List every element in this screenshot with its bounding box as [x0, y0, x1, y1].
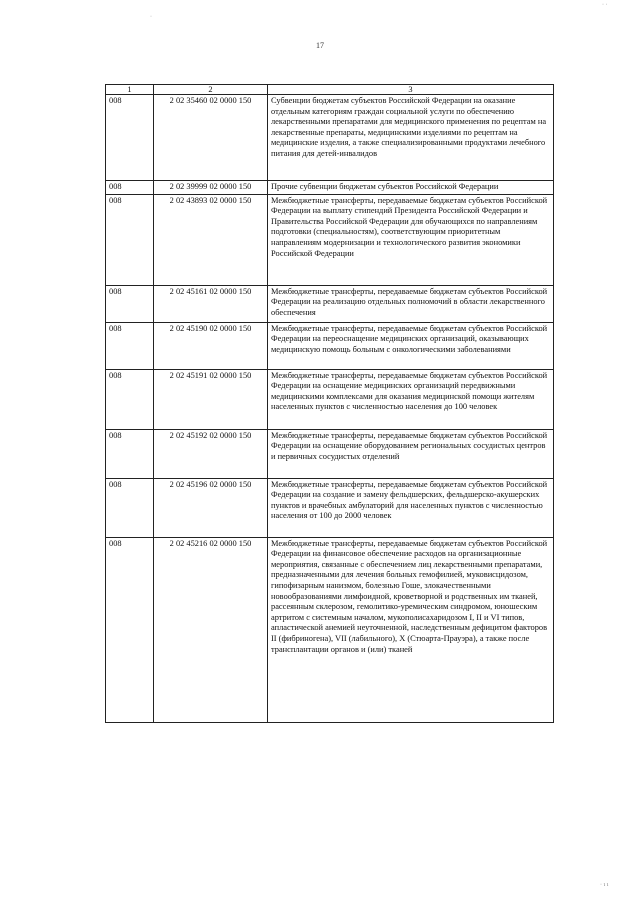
- table-row: [106, 369, 554, 429]
- revenue-name-cell: Межбюджетные трансферты, передаваемые бюджетам субъектов Российской Федерации на переоснащение медицинских организаций, оказывающих медицинскую помощь больным с онкологическими заболеваниями: [268, 322, 554, 369]
- table-row: [106, 181, 554, 195]
- kbk-code-cell: 2 02 45161 02 0000 150: [154, 285, 268, 322]
- column-header-kbk-code: 2: [154, 85, 268, 95]
- revenue-name-cell: Межбюджетные трансферты, передаваемые бюджетам субъектов Российской Федерации на создание и замену фельдшерских, фельдшерско-акушерских пунктов и врачебных амбулаторий для населенных пунктов с численностью населения от 100 до 2000 человек: [268, 478, 554, 537]
- admin-code-cell: 008: [106, 285, 154, 322]
- admin-code-cell: 008: [106, 194, 154, 285]
- admin-code-cell: 008: [106, 429, 154, 478]
- table-row: [106, 429, 554, 478]
- revenue-name-cell: Межбюджетные трансферты, передаваемые бюджетам субъектов Российской Федерации на финансовое обеспечение расходов на организационные мероприятия, связанные с обеспечением лиц лекарственными препаратами, предназначенными для лечения больных гемофилией, муковисцидозом, гипофизарным нанизмом, болезнью Гоше, злокачественными новообразованиями лимфоидной, кроветворной и родственных им тканей, рассеянным склерозом, гемолитико-уремическим синдромом, юношеским артритом с системным началом, мукополисахаридозом I, II и VI типов, апластической анемией неуточненной, наследственным дефицитом факторов II (фибриногена), VII (лабильного), X (Стюарта-Прауэра), а также после трансплантации органов и (или) тканей: [268, 537, 554, 722]
- revenue-name-cell: Межбюджетные трансферты, передаваемые бюджетам субъектов Российской Федерации на оснащение медицинских организаций передвижными медицинскими комплексами для оказания медицинской помощи жителям населенных пунктов с численностью населения до 100 человек: [268, 369, 554, 429]
- kbk-code-cell: 2 02 45191 02 0000 150: [154, 369, 268, 429]
- kbk-code-cell: 2 02 45216 02 0000 150: [154, 537, 268, 722]
- admin-code-cell: 008: [106, 95, 154, 181]
- budget-revenue-table: [105, 84, 554, 723]
- revenue-name-cell: Субвенции бюджетам субъектов Российской Федерации на оказание отдельным категориям граждан социальной услуги по обеспечению лекарственными препаратами для медицинского применения по рецептам на лекарственные препараты, медицинскими изделиями по рецептам на медицинские изделия, а также специализированными продуктами лечебного питания для детей-инвалидов: [268, 95, 554, 181]
- column-header-revenue-name: 3: [268, 85, 554, 95]
- table-row: [106, 478, 554, 537]
- table-row: [106, 95, 554, 181]
- kbk-code-cell: 2 02 45190 02 0000 150: [154, 322, 268, 369]
- table-row: [106, 537, 554, 722]
- page-number: 17: [316, 41, 324, 50]
- table-row: [106, 285, 554, 322]
- revenue-name-cell: Межбюджетные трансферты, передаваемые бюджетам субъектов Российской Федерации на выплату стипендий Президента Российской Федерации и Правительства Российской Федерации для обучающихся по направлениям подготовки (специальностям), соответствующим приоритетным направлениям модернизации и технологического развития экономики Российской Федерации: [268, 194, 554, 285]
- admin-code-cell: 008: [106, 478, 154, 537]
- table-row: [106, 322, 554, 369]
- scan-mark-bottom-right: · ι ι: [600, 882, 609, 888]
- kbk-code-cell: 2 02 45196 02 0000 150: [154, 478, 268, 537]
- admin-code-cell: 008: [106, 322, 154, 369]
- kbk-code-cell: 2 02 35460 02 0000 150: [154, 95, 268, 181]
- admin-code-cell: 008: [106, 369, 154, 429]
- admin-code-cell: 008: [106, 181, 154, 195]
- kbk-code-cell: 2 02 43893 02 0000 150: [154, 194, 268, 285]
- revenue-name-cell: Прочие субвенции бюджетам субъектов Российской Федерации: [268, 181, 554, 195]
- scan-mark-top-left: ·: [150, 14, 152, 20]
- scan-mark-top-right: · ·: [602, 2, 608, 8]
- table-row: [106, 194, 554, 285]
- admin-code-cell: 008: [106, 537, 154, 722]
- kbk-code-cell: 2 02 45192 02 0000 150: [154, 429, 268, 478]
- revenue-name-cell: Межбюджетные трансферты, передаваемые бюджетам субъектов Российской Федерации на реализацию отдельных полномочий в области лекарственного обеспечения: [268, 285, 554, 322]
- table-header-row: [106, 85, 554, 95]
- column-header-admin-code: 1: [106, 85, 154, 95]
- kbk-code-cell: 2 02 39999 02 0000 150: [154, 181, 268, 195]
- revenue-name-cell: Межбюджетные трансферты, передаваемые бюджетам субъектов Российской Федерации на оснащение оборудованием региональных сосудистых центров и первичных сосудистых отделений: [268, 429, 554, 478]
